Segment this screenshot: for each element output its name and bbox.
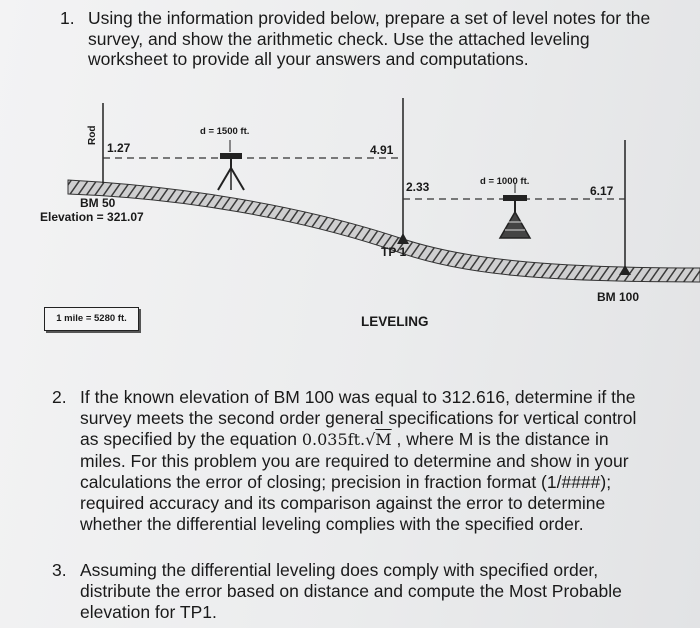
rod-reading-4: 6.17 [590, 184, 614, 198]
distance-1: d = 1500 ft. [200, 126, 250, 137]
question-1-line-3: worksheet to provide all your answers and computations. [88, 49, 529, 69]
question-1-line-2: survey, and show the arithmetic check. Use the attached leveling [88, 29, 590, 49]
rod-reading-1: 1.27 [107, 141, 131, 155]
tp1-label: TP 1 [381, 245, 407, 259]
bm50-label: BM 50 [80, 196, 116, 210]
level-instrument-1 [218, 153, 244, 190]
question-2-line-5: calculations the error of closing; precision in fraction format (1/####); [80, 472, 612, 492]
level-instrument-2 [500, 195, 530, 238]
question-2-line-2: survey meets the second order general specifications for vertical control [80, 408, 637, 428]
question-2-line-3 [80, 429, 609, 450]
rod-label: Rod [87, 125, 98, 145]
question-2-line-4: miles. For this problem you are required to determine and show in your [80, 451, 629, 471]
bm50-elevation: Elevation = 321.07 [40, 210, 144, 224]
question-1-line-1: Using the information provided below, prepare a set of level notes for the [88, 8, 651, 28]
question-2-line-7: whether the differential leveling complies with the specified order. [80, 514, 584, 534]
question-3-line-2: distribute the error based on distance and compute the Most Probable [80, 581, 622, 601]
question-3-line-1: Assuming the differential leveling does comply with specified order, [80, 560, 599, 580]
question-1-number: 1. [60, 8, 75, 28]
distance-2: d = 1000 ft. [480, 176, 530, 187]
rod-reading-2: 4.91 [370, 143, 394, 157]
question-3-line-3: elevation for TP1. [80, 602, 217, 622]
question-2-line-1: If the known elevation of BM 100 was equal to 312.616, determine if the [80, 387, 636, 407]
accuracy-equation-variable: M [375, 430, 392, 449]
accuracy-equation: 0.035ft.√ [301, 430, 376, 449]
question-2-line-6: required accuracy and its comparison against the error to determine [80, 493, 606, 513]
question-2-line-3-prefix: as specified by the equation [80, 429, 297, 449]
question-2-number: 2. [52, 387, 67, 407]
scale-note: 1 mile = 5280 ft. [44, 307, 139, 331]
question-3-number: 3. [52, 560, 67, 580]
question-2-line-3-suffix: , where M is the distance in [396, 429, 609, 449]
figure-title: LEVELING [361, 314, 429, 329]
bm100-label: BM 100 [597, 290, 640, 304]
rod-reading-3: 2.33 [406, 180, 430, 194]
